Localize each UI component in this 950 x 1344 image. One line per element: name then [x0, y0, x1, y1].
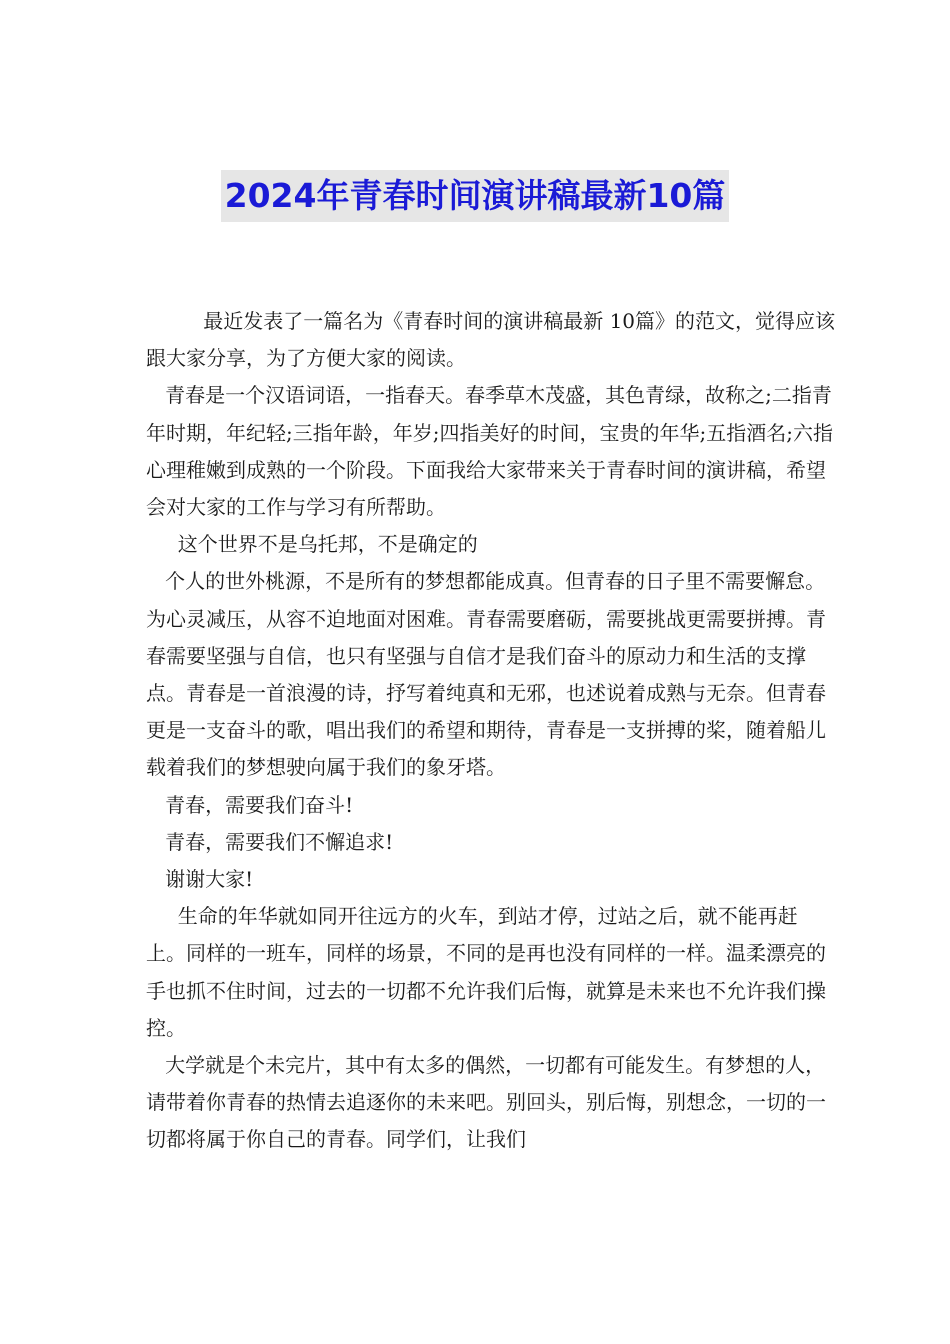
paragraph-train: 生命的年华就如同开往远方的火车，到站才停，过站之后，就不能再赶上。同样的一班车，同样的场景，不同的是再也没有同样的一样。温柔漂亮的手也抓不住时间，过去的一切都不允许我们后悔，就算是未来也不允许我们操控。: [146, 904, 826, 1040]
paragraph-thanks: 谢谢大家!: [146, 867, 254, 892]
paragraph-intro: 最近发表了一篇名为《青春时间的演讲稿最新 10篇》的范文，觉得应该跟大家分享，为了方便大家的阅读。: [146, 309, 836, 371]
paragraph-pursuit: 青春，需要我们不懈追求!: [146, 829, 394, 854]
paragraph-struggle: 青春，需要我们奋斗!: [146, 792, 354, 817]
document-title: 2024年青春时间演讲稿最新10篇: [221, 170, 730, 222]
title-container: [0, 170, 950, 222]
paragraph-definition: 青春是一个汉语词语，一指春天。春季草木茂盛，其色青绿，故称之;二指青年时期，年纪轻;三指年龄，年岁;四指美好的时间，宝贵的年华;五指酒名;六指心理稚嫩到成熟的一个阶段。下面我给大家带来关于青春时间的演讲稿，希望会对大家的工作与学习有所帮助。: [146, 383, 833, 520]
paragraph-world: 这个世界不是乌托邦，不是确定的: [146, 532, 478, 557]
paragraph-university: 大学就是个未完片，其中有太多的偶然，一切都有可能发生。有梦想的人，请带着你青春的热情去追逐你的未来吧。别回头，别后悔，别想念，一切的一切都将属于你自己的青春。同学们，让我们: [146, 1053, 826, 1152]
paragraph-dreams: 个人的世外桃源，不是所有的梦想都能成真。但青春的日子里不需要懈怠。为心灵减压，从容不迫地面对困难。青春需要磨砺，需要挑战更需要拼搏。青春需要坚强与自信，也只有坚强与自信才是我们奋斗的原动力和生活的支撑点。青春是一首浪漫的诗，抒写着纯真和无邪，也述说着成熟与无奈。但青春更是一支奋斗的歌，唱出我们的希望和期待，青春是一支拼搏的桨，随着船儿载着我们的梦想驶向属于我们的象牙塔。: [146, 569, 826, 780]
document-body: [146, 303, 836, 1159]
